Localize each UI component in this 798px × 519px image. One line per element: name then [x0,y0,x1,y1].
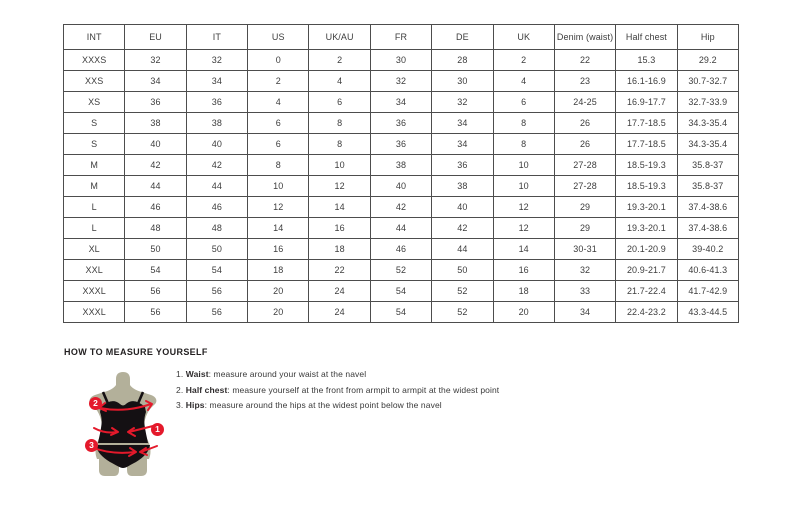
badge-waist: 1 [151,423,164,436]
table-cell: 18 [248,260,309,281]
step-number: 2. [176,384,186,395]
table-cell: 32 [432,92,493,113]
table-cell: 40 [125,134,186,155]
table-cell: 34.3-35.4 [677,113,738,134]
table-cell: 56 [125,302,186,323]
table-cell: 54 [186,260,247,281]
table-cell: 32 [554,260,615,281]
table-cell: 27-28 [554,155,615,176]
table-cell: 43.3-44.5 [677,302,738,323]
size-chart-table [63,24,739,323]
table-cell: 30 [370,50,431,71]
table-cell: 50 [432,260,493,281]
table-row [64,134,739,155]
table-cell: 40 [432,197,493,218]
table-cell: 32.7-33.9 [677,92,738,113]
table-cell: 40 [370,176,431,197]
table-cell: 56 [186,281,247,302]
column-header: FR [370,25,431,50]
table-row [64,239,739,260]
column-header: EU [125,25,186,50]
size-cell: S [64,113,125,134]
measure-section-title: HOW TO MEASURE YOURSELF [64,347,208,357]
column-header: DE [432,25,493,50]
table-cell: 36 [370,134,431,155]
table-cell: 32 [186,50,247,71]
size-cell: S [64,134,125,155]
table-cell: 29 [554,218,615,239]
table-cell: 14 [248,218,309,239]
table-cell: 20 [248,281,309,302]
table-cell: 33 [554,281,615,302]
size-cell: L [64,218,125,239]
measure-step-hips [176,400,506,410]
table-cell: 32 [125,50,186,71]
table-cell: 6 [493,92,554,113]
size-cell: XXL [64,260,125,281]
table-cell: 10 [248,176,309,197]
table-cell: 42 [370,197,431,218]
table-cell: 18 [309,239,370,260]
step-label: Hips [185,400,205,410]
table-cell: 10 [309,155,370,176]
table-cell: 22 [554,50,615,71]
table-cell: 20 [493,302,554,323]
column-header: Denim (waist) [554,25,615,50]
table-cell: 18 [493,281,554,302]
table-cell: 6 [248,113,309,134]
column-header: IT [186,25,247,50]
table-cell: 36 [370,113,431,134]
size-cell: XL [64,239,125,260]
table-cell: 44 [186,176,247,197]
badge-hips: 3 [85,439,98,452]
table-cell: 38 [370,155,431,176]
table-cell: 37.4-38.6 [677,197,738,218]
table-cell: 34.3-35.4 [677,134,738,155]
table-cell: 38 [432,176,493,197]
table-cell: 52 [432,281,493,302]
table-cell: 21.7-22.4 [616,281,677,302]
table-cell: 2 [309,50,370,71]
table-cell: 8 [248,155,309,176]
table-cell: 8 [309,134,370,155]
table-cell: 10 [493,176,554,197]
mannequin-neck [116,372,130,387]
table-row [64,92,739,113]
table-head [64,25,739,50]
table-cell: 36 [125,92,186,113]
table-cell: 42 [186,155,247,176]
table-cell: 48 [186,218,247,239]
table-cell: 52 [432,302,493,323]
size-cell: M [64,176,125,197]
table-cell: 27-28 [554,176,615,197]
table-row [64,197,739,218]
table-cell: 29.2 [677,50,738,71]
table-cell: 54 [370,302,431,323]
table-cell: 2 [493,50,554,71]
table-cell: 6 [248,134,309,155]
table-cell: 34 [125,71,186,92]
step-label: Waist [185,369,209,379]
table-cell: 56 [186,302,247,323]
table-cell: 19.3-20.1 [616,197,677,218]
table-cell: 36 [432,155,493,176]
table-cell: 16.1-16.9 [616,71,677,92]
table-cell: 34 [432,134,493,155]
table-cell: 56 [125,281,186,302]
table-cell: 26 [554,113,615,134]
table-cell: 14 [309,197,370,218]
table-cell: 54 [370,281,431,302]
table-cell: 8 [493,134,554,155]
table-cell: 16 [248,239,309,260]
table-cell: 17.7-18.5 [616,113,677,134]
step-label: Half chest [185,384,228,395]
table-cell: 12 [493,197,554,218]
table-cell: 44 [432,239,493,260]
table-cell: 44 [370,218,431,239]
column-header: Half chest [616,25,677,50]
table-cell: 35.8-37 [677,155,738,176]
measure-instructions [176,369,506,416]
table-cell: 46 [125,197,186,218]
table-cell: 36 [186,92,247,113]
table-cell: 18.5-19.3 [616,176,677,197]
step-text: : measure around the hips at the widest point below the navel [204,400,442,410]
column-header: Hip [677,25,738,50]
table-cell: 50 [125,239,186,260]
table-cell: 54 [125,260,186,281]
table-cell: 14 [493,239,554,260]
table-cell: 16 [493,260,554,281]
table-cell: 39-40.2 [677,239,738,260]
badge-half-chest: 2 [89,397,102,410]
table-cell: 46 [370,239,431,260]
table-cell: 42 [432,218,493,239]
table-cell: 30 [432,71,493,92]
table-cell: 34 [554,302,615,323]
table-cell: 24-25 [554,92,615,113]
table-cell: 41.7-42.9 [677,281,738,302]
step-text: : measure yourself at the front from armpit to armpit at the widest point [227,384,500,395]
column-header: INT [64,25,125,50]
table-cell: 38 [125,113,186,134]
table-cell: 20.9-21.7 [616,260,677,281]
size-cell: XXS [64,71,125,92]
table-row [64,302,739,323]
table-row [64,176,739,197]
table-cell: 0 [248,50,309,71]
table-cell: 42 [125,155,186,176]
measure-step-waist [176,369,506,379]
table-cell: 24 [309,281,370,302]
table-cell: 34 [186,71,247,92]
table-row [64,50,739,71]
table-cell: 12 [493,218,554,239]
table-cell: 18.5-19.3 [616,155,677,176]
table-cell: 30-31 [554,239,615,260]
table-cell: 10 [493,155,554,176]
step-text: : measure around your waist at the navel [208,369,367,379]
table-cell: 46 [186,197,247,218]
column-header: UK [493,25,554,50]
table-header-row [64,25,739,50]
table-cell: 29 [554,197,615,218]
table-cell: 37.4-38.6 [677,218,738,239]
size-cell: XXXS [64,50,125,71]
table-cell: 16.9-17.7 [616,92,677,113]
step-number: 1. [176,369,186,379]
table-cell: 20 [248,302,309,323]
table-cell: 2 [248,71,309,92]
table-cell: 35.8-37 [677,176,738,197]
table-row [64,218,739,239]
table-cell: 8 [493,113,554,134]
table-row [64,71,739,92]
table-cell: 4 [248,92,309,113]
table-cell: 32 [370,71,431,92]
table-cell: 38 [186,113,247,134]
size-cell: XXXL [64,281,125,302]
column-header: UK/AU [309,25,370,50]
table-cell: 40.6-41.3 [677,260,738,281]
table-cell: 4 [493,71,554,92]
table-cell: 34 [370,92,431,113]
measure-step-half-chest [176,385,506,395]
table-row [64,260,739,281]
table-cell: 24 [309,302,370,323]
table-row [64,155,739,176]
table-cell: 28 [432,50,493,71]
size-cell: L [64,197,125,218]
table-cell: 34 [432,113,493,134]
step-number: 3. [176,400,186,410]
size-cell: M [64,155,125,176]
table-cell: 44 [125,176,186,197]
table-cell: 50 [186,239,247,260]
table-cell: 30.7-32.7 [677,71,738,92]
table-cell: 17.7-18.5 [616,134,677,155]
table-cell: 15.3 [616,50,677,71]
table-row [64,281,739,302]
table-cell: 8 [309,113,370,134]
table-cell: 40 [186,134,247,155]
table-cell: 19.3-20.1 [616,218,677,239]
table-row [64,113,739,134]
table-cell: 26 [554,134,615,155]
table-cell: 48 [125,218,186,239]
table-cell: 12 [309,176,370,197]
table-cell: 23 [554,71,615,92]
table-cell: 52 [370,260,431,281]
table-body [64,50,739,323]
size-cell: XS [64,92,125,113]
table-cell: 4 [309,71,370,92]
table-cell: 22 [309,260,370,281]
table-cell: 6 [309,92,370,113]
size-cell: XXXL [64,302,125,323]
table-cell: 16 [309,218,370,239]
table-cell: 12 [248,197,309,218]
table-cell: 20.1-20.9 [616,239,677,260]
column-header: US [248,25,309,50]
table-cell: 22.4-23.2 [616,302,677,323]
